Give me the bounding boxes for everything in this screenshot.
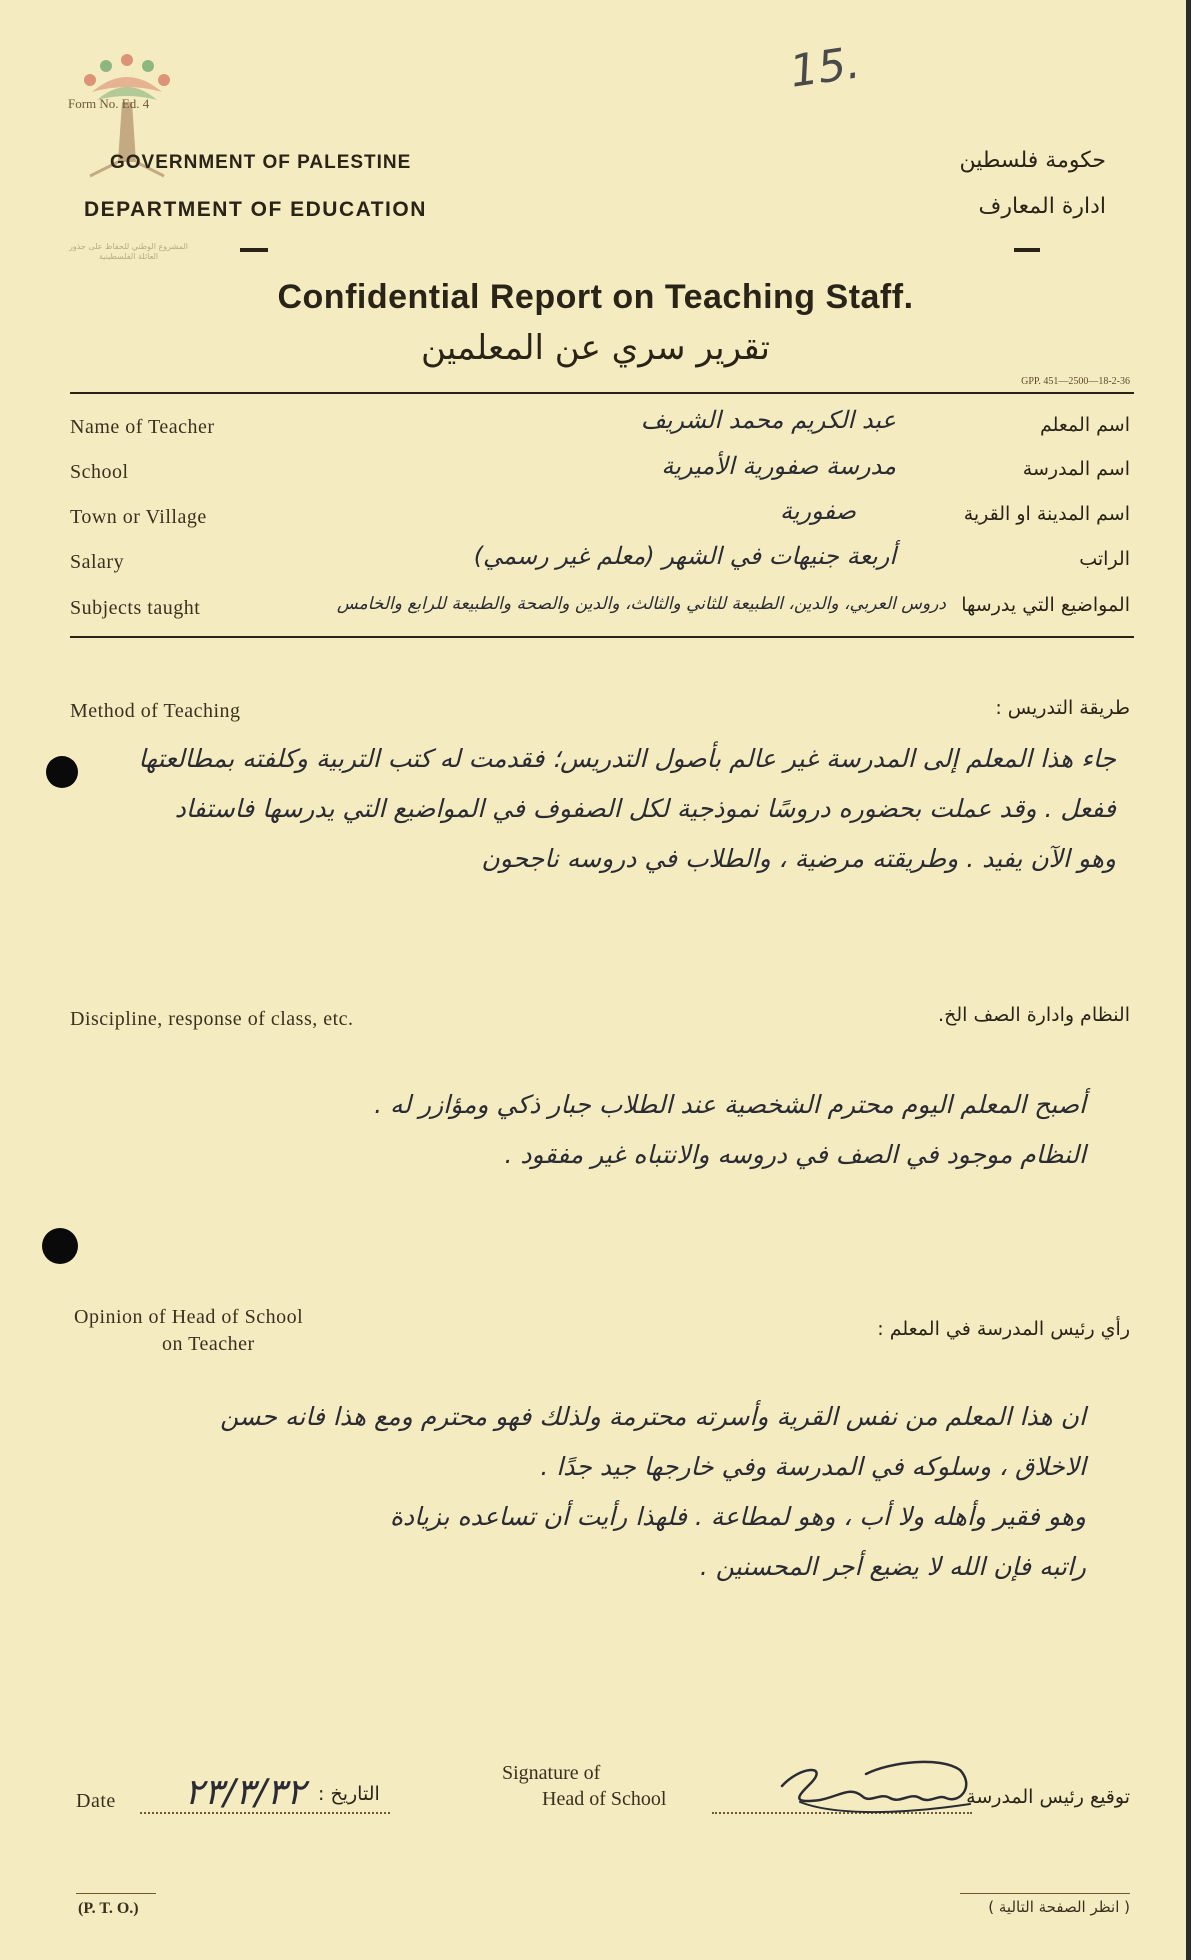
pto-en: (P. T. O.) — [78, 1900, 139, 1917]
signature-label-en-2: Head of School — [542, 1788, 667, 1810]
watermark-caption: المشروع الوطني للحفاظ على جذور العائلة الفلسطينية — [69, 242, 188, 261]
method-label-en: Method of Teaching — [70, 700, 241, 722]
school-label-en: School — [70, 461, 129, 483]
page-number: 15. — [786, 37, 864, 98]
government-title-en: GOVERNMENT OF PALESTINE — [110, 152, 412, 173]
signature-label-en-1: Signature of — [502, 1762, 601, 1784]
method-text — [76, 734, 1116, 884]
school-value: مدرسة صفورية الأميرية — [661, 452, 896, 480]
print-code: GPP. 451—2500—18-2-36 — [1021, 376, 1130, 387]
town-value: صفورية — [779, 497, 856, 525]
opinion-label-en-2: on Teacher — [162, 1333, 255, 1355]
punch-hole-1 — [46, 756, 78, 788]
header-dash-left — [240, 248, 268, 252]
discipline-line: أصبح المعلم اليوم محترم الشخصية عند الطلاب جبار ذكي ومؤازر له . — [374, 1090, 1086, 1119]
method-line: جاء هذا المعلم إلى المدرسة غير عالم بأصول التدريس؛ فقدمت له كتب التربية وكلفته بمطالعتها — [138, 744, 1116, 773]
fields-bottom-rule — [70, 636, 1134, 638]
date-label-en: Date — [76, 1790, 116, 1812]
opinion-line: الاخلاق ، وسلوكه في المدرسة وفي خارجها جيد جدًا . — [540, 1452, 1086, 1481]
date-value: ٢٣/٣/٣٢ — [184, 1772, 306, 1813]
report-title-en: Confidential Report on Teaching Staff. — [277, 278, 914, 316]
report-title-ar: تقرير سري عن المعلمين — [420, 328, 770, 368]
method-label-ar: طريقة التدريس : — [995, 697, 1130, 719]
pto-rule-left — [76, 1893, 156, 1894]
opinion-line: وهو فقير وأهله ولا أب ، وهو لمطاعة . فلهذا رأيت أن تساعده بزيادة — [389, 1502, 1086, 1531]
opinion-line: ان هذا المعلم من نفس القرية وأسرته محترمة ولذلك فهو محترم ومع هذا فانه حسن — [220, 1402, 1086, 1431]
discipline-line: النظام موجود في الصف في دروسه والانتباه غير مفقود . — [504, 1140, 1086, 1169]
discipline-label-ar: النظام وادارة الصف الخ. — [938, 1004, 1130, 1026]
opinion-line: راتبه فإن الله لا يضيع أجر المحسنين . — [699, 1552, 1086, 1581]
subjects-label-en: Subjects taught — [70, 597, 201, 619]
department-title-en: DEPARTMENT OF EDUCATION — [84, 198, 427, 221]
department-title-ar: ادارة المعارف — [978, 194, 1106, 219]
opinion-label-ar: رأي رئيس المدرسة في المعلم : — [877, 1318, 1130, 1340]
subjects-label-ar: المواضيع التي يدرسها — [961, 594, 1130, 616]
date-label-ar: التاريخ : — [318, 1783, 380, 1805]
header-dash-right — [1014, 248, 1040, 252]
punch-hole-2 — [42, 1228, 78, 1264]
head-of-school-signature — [770, 1756, 980, 1826]
discipline-label-en: Discipline, response of class, etc. — [70, 1008, 354, 1030]
name-label-ar: اسم المعلم — [1039, 414, 1130, 436]
signature-label-ar: توقيع رئيس المدرسة — [966, 1786, 1130, 1808]
form-number: Form No. Ed. 4 — [68, 96, 150, 111]
school-label-ar: اسم المدرسة — [1022, 458, 1130, 480]
top-rule — [70, 392, 1134, 394]
pto-rule-right — [960, 1893, 1130, 1894]
town-label-en: Town or Village — [70, 506, 207, 528]
opinion-label-en-1: Opinion of Head of School — [74, 1306, 304, 1328]
teacher-name-value: عبد الكريم محمد الشريف — [640, 406, 896, 434]
salary-value: أربعة جنيهات في الشهر (معلم غير رسمي) — [473, 542, 896, 570]
opinion-text — [6, 1392, 1086, 1592]
town-label-ar: اسم المدينة او القرية — [963, 503, 1130, 525]
subjects-value: دروس العربي، والدين، الطبيعة للثاني والثالث، والدين والصحة والطبيعة للرابع والخامس — [336, 594, 946, 614]
pto-ar: ( انظر الصفحة التالية ) — [988, 1898, 1130, 1916]
name-label-en: Name of Teacher — [70, 416, 215, 438]
salary-label-en: Salary — [70, 551, 125, 573]
salary-label-ar: الراتب — [1079, 548, 1130, 570]
method-line: وهو الآن يفيد . وطريقته مرضية ، والطلاب في دروسه ناجحون — [481, 844, 1116, 873]
method-line: ففعل . وقد عملت بحضوره دروسًا نموذجية لكل الصفوف في المواضيع التي يدرسها فاستفاد — [174, 794, 1116, 823]
discipline-text — [46, 1080, 1086, 1180]
government-title-ar: حكومة فلسطين — [959, 148, 1106, 173]
